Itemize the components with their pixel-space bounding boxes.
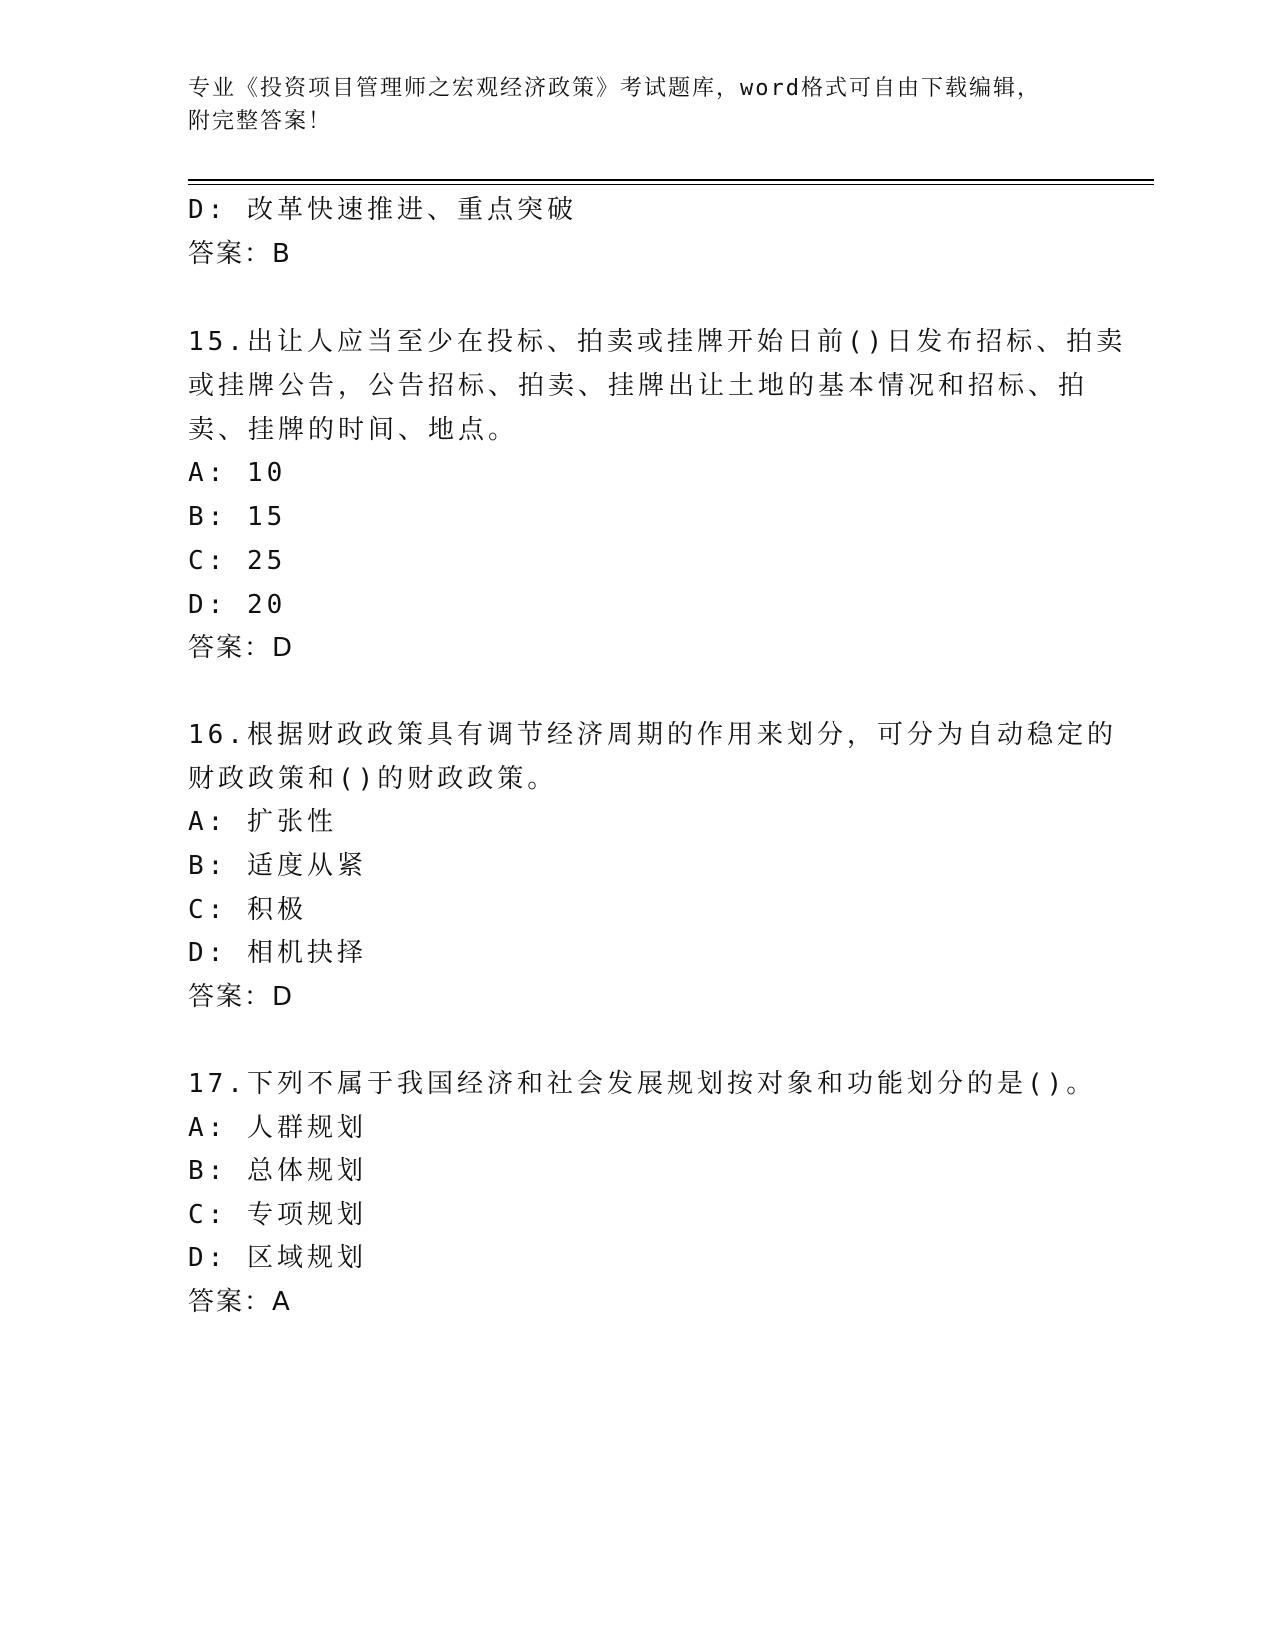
header-divider-thick	[188, 179, 1154, 181]
q17-option-a: A: 人群规划	[188, 1113, 367, 1143]
q15-option-a: A: 10	[188, 458, 287, 488]
q17-option-d: D: 区域规划	[188, 1243, 367, 1273]
header-line-2: 附完整答案！	[188, 109, 333, 134]
q17-option-b: B: 总体规划	[188, 1156, 367, 1186]
q15-option-b: B: 15	[188, 502, 287, 532]
q17-stem-line-1: 17.下列不属于我国经济和社会发展规划按对象和功能划分的是()。	[188, 1069, 1097, 1099]
q16-option-a: A: 扩张性	[188, 807, 337, 837]
q15-stem-line-3: 卖、挂牌的时间、地点。	[188, 415, 519, 445]
q15-option-c: C: 25	[188, 546, 287, 576]
q16-stem-line-1: 16.根据财政政策具有调节经济周期的作用来划分，可分为自动稳定的	[188, 720, 1117, 750]
q16-answer: 答案：D	[188, 982, 295, 1012]
q15-stem-line-1: 15.出让人应当至少在投标、拍卖或挂牌开始日前()日发布招标、拍卖	[188, 327, 1127, 357]
q16-stem-line-2: 财政政策和()的财政政策。	[188, 764, 558, 794]
q14-option-d: D: 改革快速推进、重点突破	[188, 195, 577, 225]
header-divider-thin	[188, 184, 1154, 185]
q15-option-d: D: 20	[188, 590, 287, 620]
q16-option-c: C: 积极	[188, 895, 307, 925]
q16-option-b: B: 适度从紧	[188, 851, 367, 881]
q17-answer: 答案：A	[188, 1287, 292, 1317]
document-header	[188, 72, 1088, 138]
q16-option-d: D: 相机抉择	[188, 938, 367, 968]
q17-option-c: C: 专项规划	[188, 1200, 367, 1230]
q15-answer: 答案：D	[188, 633, 295, 663]
q14-answer: 答案：B	[188, 239, 292, 269]
header-line-1: 专业《投资项目管理师之宏观经济政策》考试题库，word格式可自由下载编辑，	[188, 76, 1041, 101]
q15-stem-line-2: 或挂牌公告，公告招标、拍卖、挂牌出让土地的基本情况和招标、拍	[188, 371, 1089, 401]
